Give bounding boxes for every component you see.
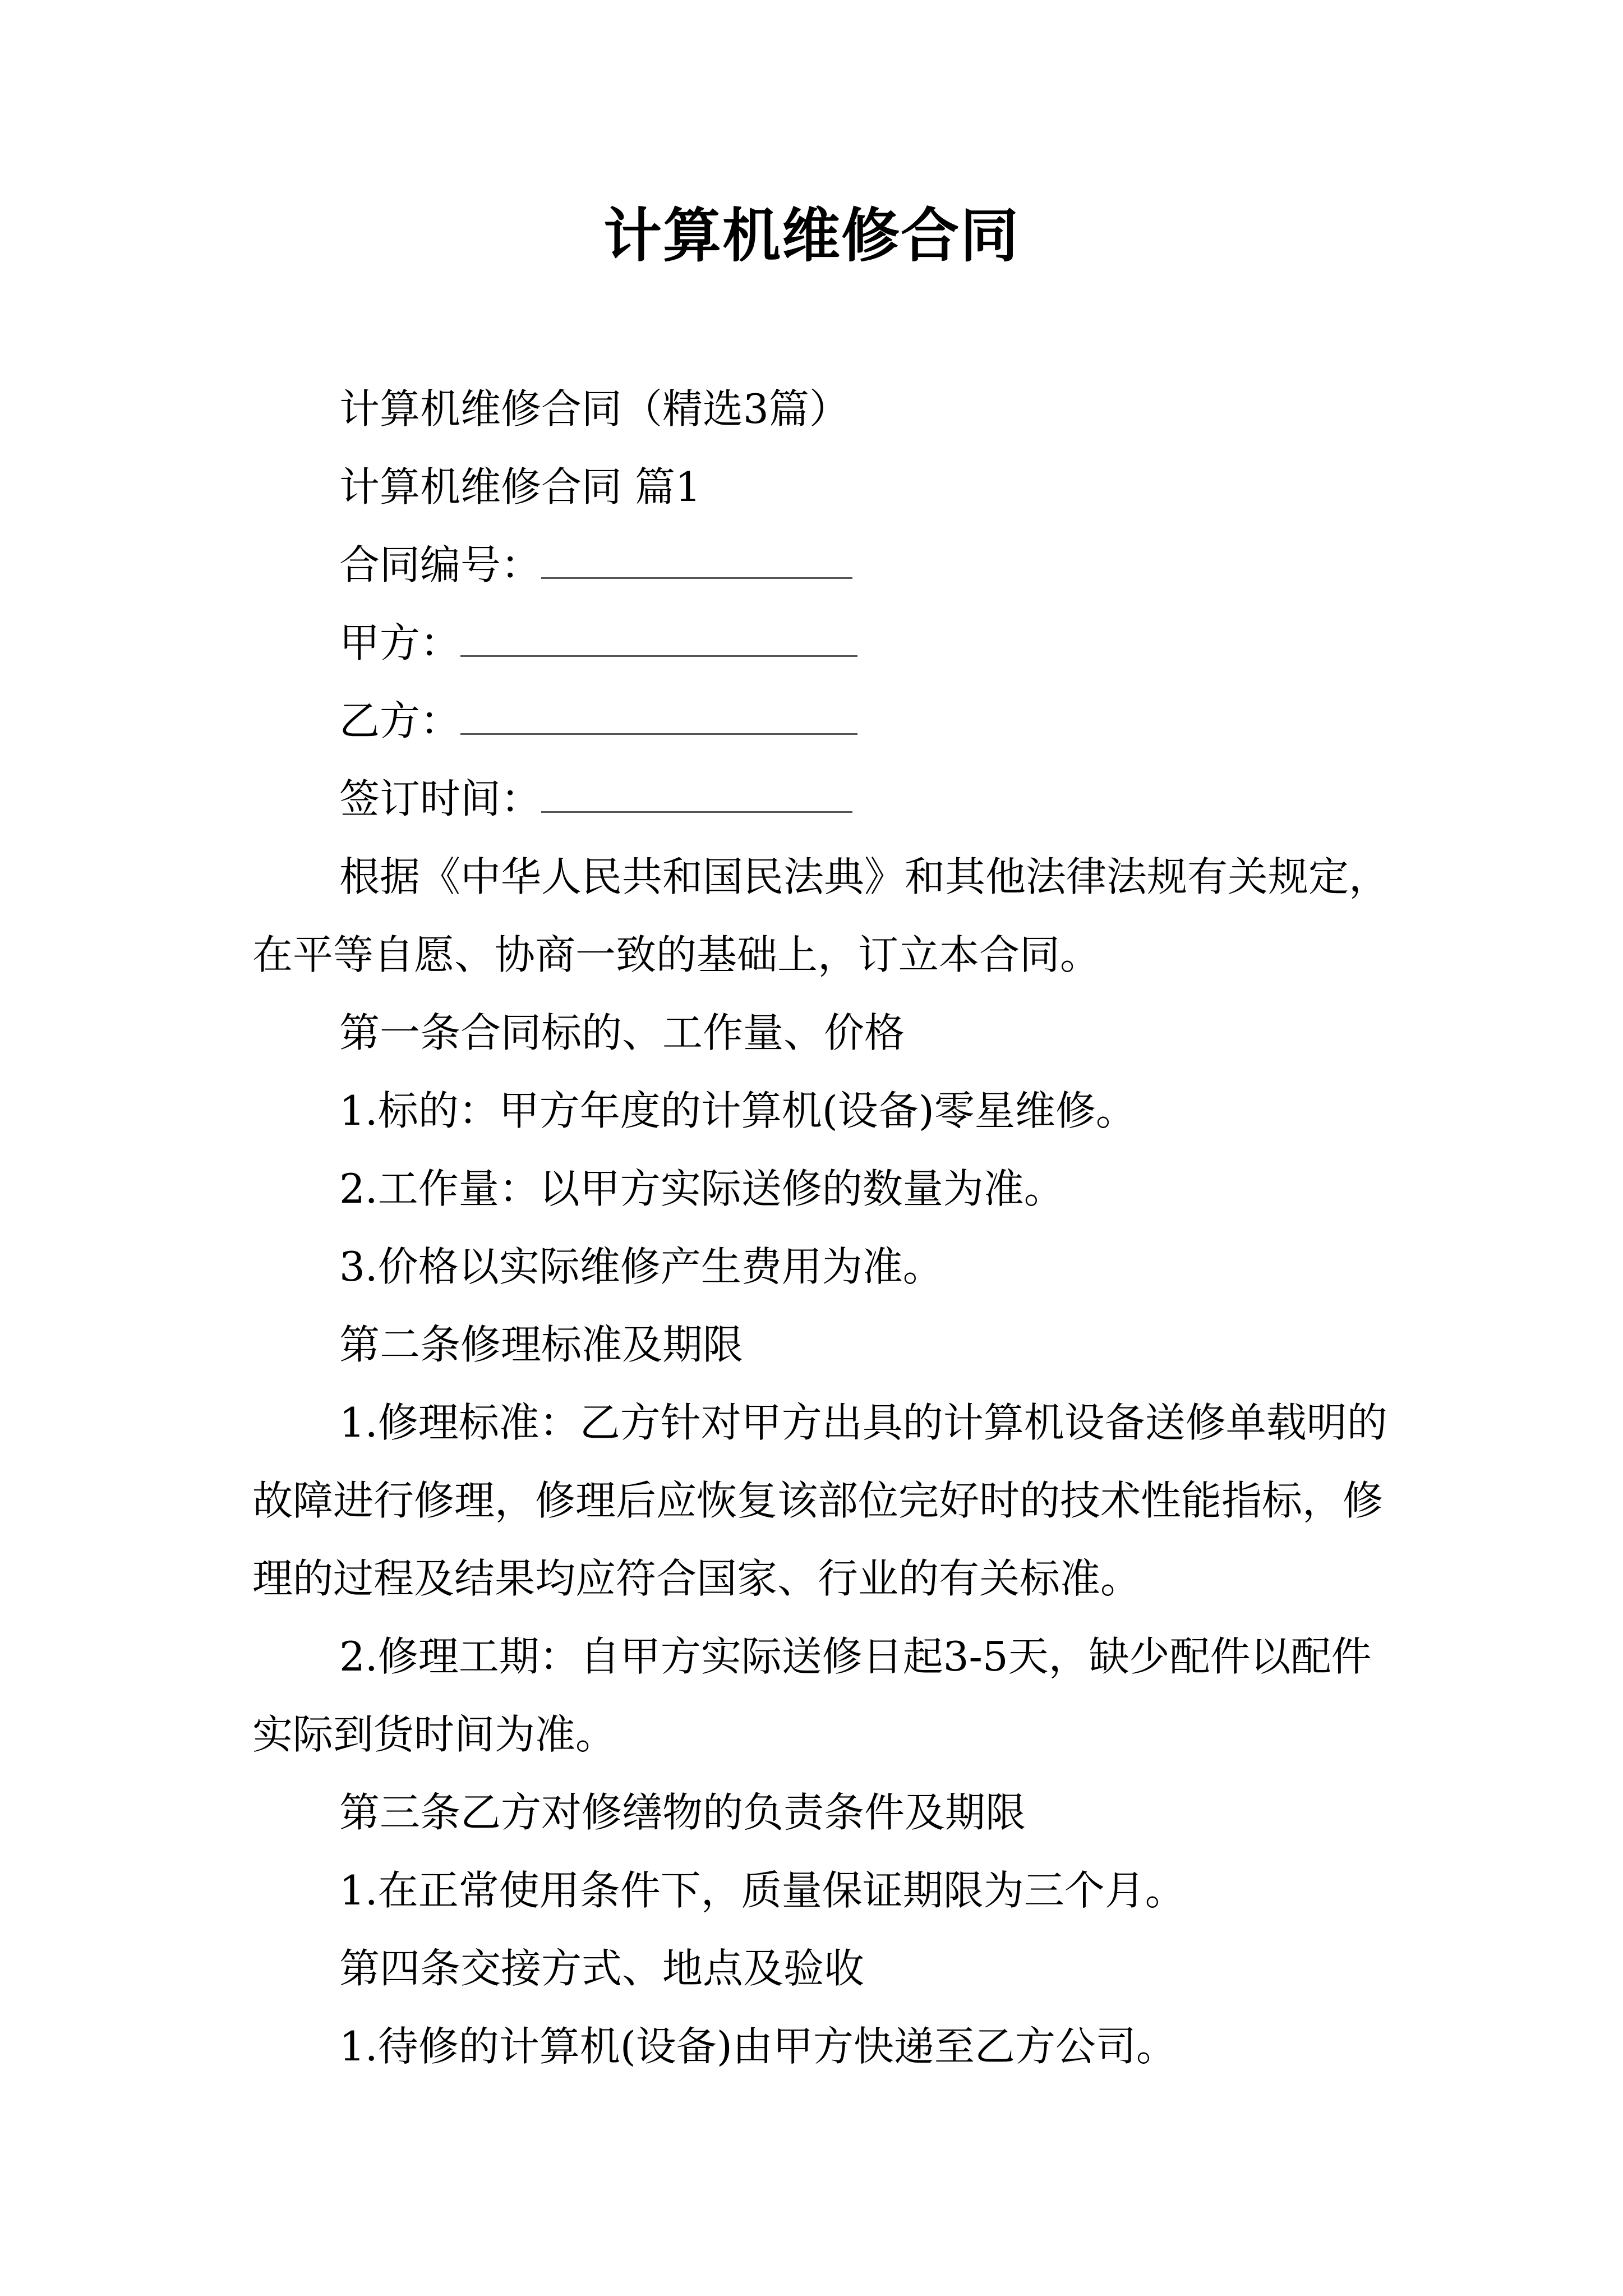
article-3-heading: 第三条乙方对修缮物的负责条件及期限 [339,1789,1026,1836]
article-1-heading: 第一条合同标的、工作量、价格 [339,1009,905,1056]
contract-number-label: 合同编号： [339,541,542,588]
article-2-heading: 第二条修理标准及期限 [339,1321,744,1368]
article-3-item-1: 1.在正常使用条件下，质量保证期限为三个月。 [339,1867,1186,1914]
article-1-item-1: 1.标的：甲方年度的计算机(设备)零星维修。 [339,1087,1136,1134]
contract-number-field [252,526,1396,604]
article-4-item-1: 1.待修的计算机(设备)由甲方快递至乙方公司。 [339,2023,1177,2070]
document-subtitle: 计算机维修合同（精选3篇） [339,385,850,432]
party-b-label: 乙方： [339,697,461,744]
article-2-item-2: 2.修理工期：自甲方实际送修日起3-5天，缺少配件以配件实际到货时间为准。 [252,1633,1372,1758]
article-1-item-2: 2.工作量：以甲方实际送修的数量为准。 [339,1165,1064,1212]
article-4-heading: 第四条交接方式、地点及验收 [339,1945,865,1992]
party-b-field [252,682,1396,760]
party-a-label: 甲方： [339,619,461,666]
article-1-item-3: 3.价格以实际维修产生费用为准。 [339,1243,943,1290]
signing-date-label: 签订时间： [339,775,542,822]
signing-date-blank [541,779,852,813]
article-2-item-1: 1.修理标准：乙方针对甲方出具的计算机设备送修单载明的故障进行修理，修理后应恢复该部位完好时的技术性能指标，修理的过程及结果均应符合国家、行业的有关标准。 [252,1399,1387,1602]
paragraph-preamble: 根据《中华人民共和国民法典》和其他法律法规有关规定，在平等自愿、协商一致的基础上，订立本合同。 [252,853,1390,978]
document-title: 计算机维修合同 [603,201,1020,270]
party-a-blank [460,623,857,657]
document-body [252,370,1396,2086]
party-b-blank [460,701,857,735]
contract-number-blank [541,545,852,579]
signing-date-field [252,760,1396,838]
party-a-field [252,604,1396,682]
section-heading: 计算机维修合同 篇1 [339,463,701,510]
